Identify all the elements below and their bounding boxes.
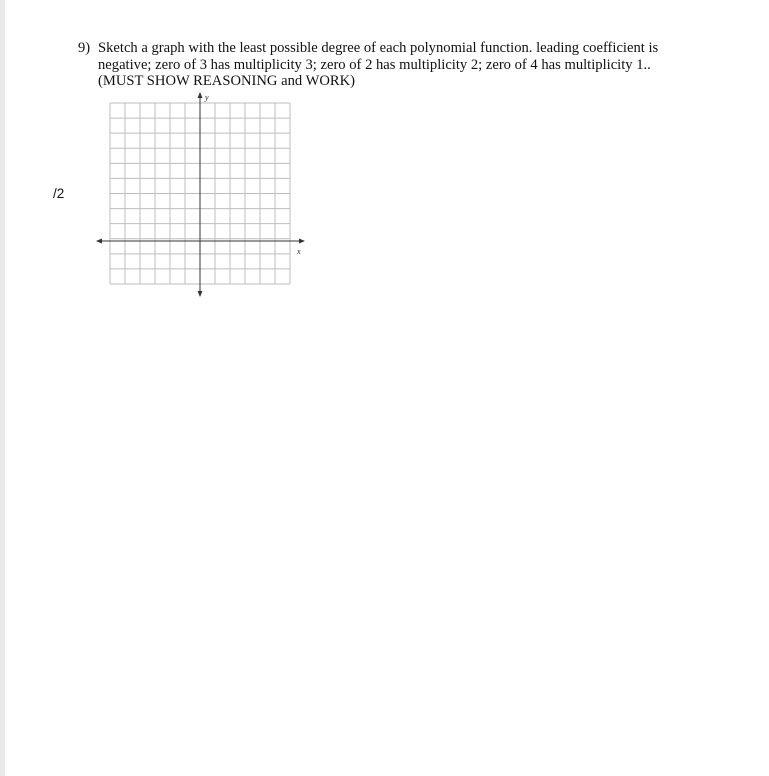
- question-number: 9): [78, 40, 91, 56]
- x-axis-left-arrow-icon: [96, 239, 102, 244]
- score-label: /2: [53, 186, 65, 201]
- question-text: [98, 40, 698, 90]
- y-axis-down-arrow-icon: [198, 291, 203, 297]
- y-axis-label: y: [205, 93, 209, 102]
- coordinate-grid[interactable]: [94, 90, 314, 302]
- page-left-rail: [0, 0, 5, 776]
- question-line: negative; zero of 3 has multiplicity 3; zero of 2 has multiplicity 2; zero of 4 has multiplicity 1..: [98, 56, 651, 73]
- question-line: (MUST SHOW REASONING and WORK): [98, 73, 356, 89]
- y-axis-up-arrow-icon: [198, 92, 203, 98]
- question-line: Sketch a graph with the least possible degree of each polynomial function. leading coefficient is: [98, 40, 659, 56]
- x-axis-label: x: [297, 247, 301, 256]
- x-axis-right-arrow-icon: [299, 239, 305, 244]
